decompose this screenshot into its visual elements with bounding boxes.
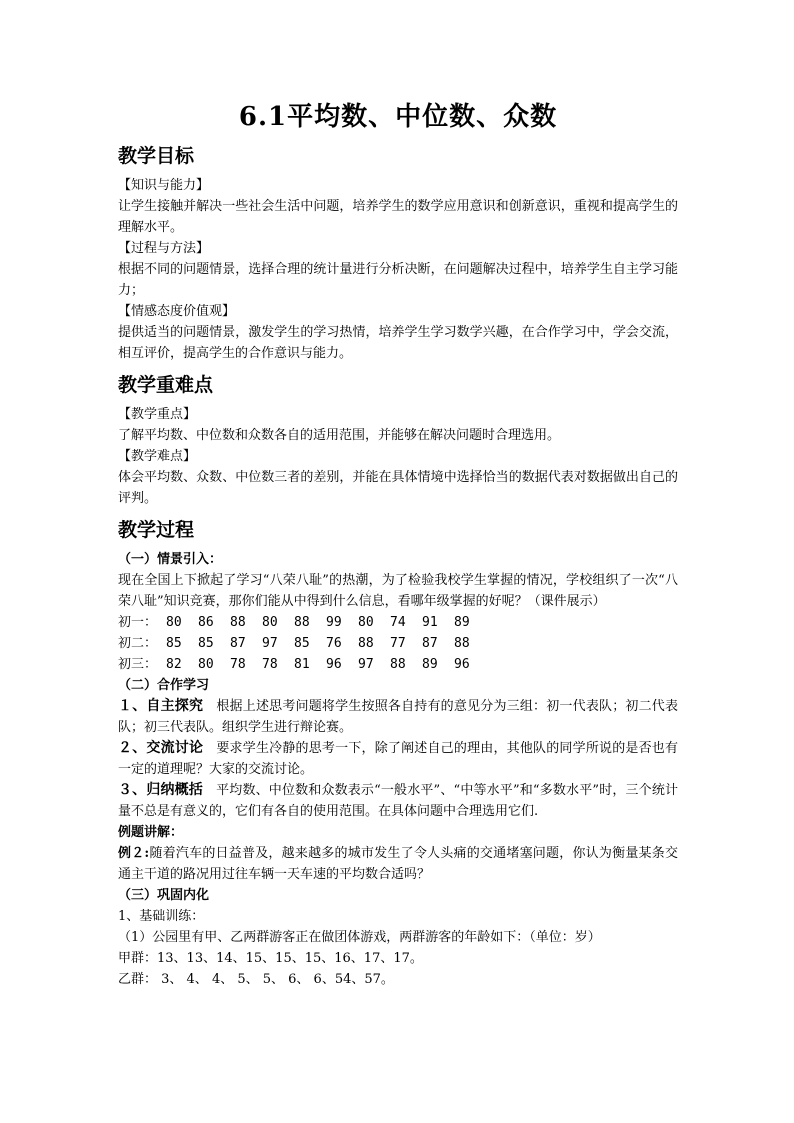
score-value: 97 — [358, 657, 374, 672]
keypoints-heading: 教学重难点 — [118, 374, 214, 396]
example-2 — [118, 843, 678, 885]
score-value: 91 — [422, 615, 438, 630]
score-value: 76 — [326, 636, 342, 651]
score-value: 87 — [230, 636, 246, 651]
score-value: 82 — [166, 657, 182, 672]
focus-label: 【教学重点】 — [118, 407, 197, 422]
cooperative-item-1 — [118, 696, 678, 738]
score-value: 80 — [262, 615, 278, 630]
cooperative-item-2 — [118, 738, 678, 780]
score-value: 99 — [326, 615, 342, 630]
score-row-grade3 — [118, 654, 678, 675]
basic-training-label: 1、基础训练： — [118, 909, 205, 924]
document-body — [118, 96, 678, 990]
difficulty-text: 体会平均数、众数、中位数三者的差别，并能在具体情境中选择恰当的数据代表对数据做出自己的评判。 — [118, 470, 678, 506]
score-value: 74 — [390, 615, 406, 630]
score-value: 96 — [326, 657, 342, 672]
score-value: 89 — [422, 657, 438, 672]
section-intro-heading: （一）情景引入： — [118, 552, 223, 567]
score-value: 88 — [454, 636, 470, 651]
focus-text: 了解平均数、中位数和众数各自的适用范围，并能够在解决问题时合理选用。 — [118, 428, 561, 443]
score-value: 86 — [198, 615, 214, 630]
score-value: 80 — [198, 657, 214, 672]
group-b-ages: 乙群： 3、 4、 4、 5、 5、 6、 6、54、57。 — [118, 972, 394, 987]
score-value: 85 — [198, 636, 214, 651]
score-value: 77 — [390, 636, 406, 651]
score-row-grade2 — [118, 633, 678, 654]
score-value: 88 — [390, 657, 406, 672]
score-value: 78 — [230, 657, 246, 672]
process-method-text: 根据不同的问题情景，选择合理的统计量进行分析决断，在问题解决过程中，培养学生自主学习能力； — [118, 262, 678, 298]
item-lead: ３、归纳概括 — [118, 782, 203, 798]
item-text: 根据上述思考问题将学生按照各自持有的意见分为三组：初一代表队；初二代表队；初三代表队。组织学生进行辩论赛。 — [118, 699, 678, 735]
section-consolidate-heading: （三）巩固内化 — [118, 888, 210, 903]
process-method-label: 【过程与方法】 — [118, 241, 210, 256]
score-value: 78 — [262, 657, 278, 672]
knowledge-text: 让学生接触并解决一些社会生活中问题，培养学生的数学应用意识和创新意识，重视和提高学生的理解水平。 — [118, 199, 678, 235]
score-value: 85 — [294, 636, 310, 651]
emotion-label: 【情感态度价值观】 — [118, 304, 236, 319]
item-text: 要求学生冷静的思考一下，除了阐述自己的理由，其他队的同学所说的是否也有一定的道理呢？大家的交流讨论。 — [118, 741, 678, 777]
page-title: 6.1平均数、中位数、众数 — [238, 102, 558, 132]
process-heading: 教学过程 — [118, 519, 195, 541]
question-1: （1）公园里有甲、乙两群游客正在做团体游戏，两群游客的年龄如下：（单位：岁） — [118, 930, 601, 945]
score-value: 89 — [454, 615, 470, 630]
score-value: 87 — [422, 636, 438, 651]
example-heading: 例题讲解： — [118, 825, 184, 840]
score-row-label: 初三： — [118, 657, 158, 672]
group-a-ages: 甲群：13、13、14、15、15、15、16、17、17。 — [118, 951, 423, 966]
example-lead: 例２: — [118, 846, 150, 861]
score-value: 80 — [166, 615, 182, 630]
score-value: 88 — [230, 615, 246, 630]
difficulty-label: 【教学难点】 — [118, 449, 197, 464]
knowledge-label: 【知识与能力】 — [118, 178, 210, 193]
score-value: 81 — [294, 657, 310, 672]
score-value: 80 — [358, 615, 374, 630]
item-lead: １、自主探究 — [118, 698, 204, 714]
score-value: 97 — [262, 636, 278, 651]
goals-heading: 教学目标 — [118, 145, 195, 167]
cooperative-item-3 — [118, 780, 678, 822]
score-row-label: 初二： — [118, 636, 158, 651]
score-row-label: 初一： — [118, 615, 158, 630]
section-cooperative-heading: （二）合作学习 — [118, 678, 210, 693]
score-table — [118, 612, 678, 675]
section-intro-text: 现在全国上下掀起了学习“八荣八耻”的热潮，为了检验我校学生掌握的情况，学校组织了一次“八荣八耻”知识竞赛，那你们能从中得到什么信息，看哪年级掌握的好呢？（课件展示） — [118, 573, 678, 609]
example-text: 随着汽车的日益普及，越来越多的城市发生了令人头痛的交通堵塞问题，你认为衡量某条交通主干道的路况用过往车辆一天车速的平均数合适吗？ — [118, 846, 678, 882]
item-text: 平均数、中位数和众数表示“一般水平”、“中等水平”和“多数水平”时，三个统计量不总是有意义的，它们有各自的使用范围。在具体问题中合理选用它们. — [118, 783, 679, 819]
score-row-grade1 — [118, 612, 678, 633]
score-value: 88 — [358, 636, 374, 651]
item-lead: ２、交流讨论 — [118, 740, 204, 756]
score-value: 88 — [294, 615, 310, 630]
score-value: 85 — [166, 636, 182, 651]
score-value: 96 — [454, 657, 470, 672]
emotion-text: 提供适当的问题情景，激发学生的学习热情，培养学生学习数学兴趣，在合作学习中，学会交流，相互评价，提高学生的合作意识与能力。 — [118, 325, 678, 361]
